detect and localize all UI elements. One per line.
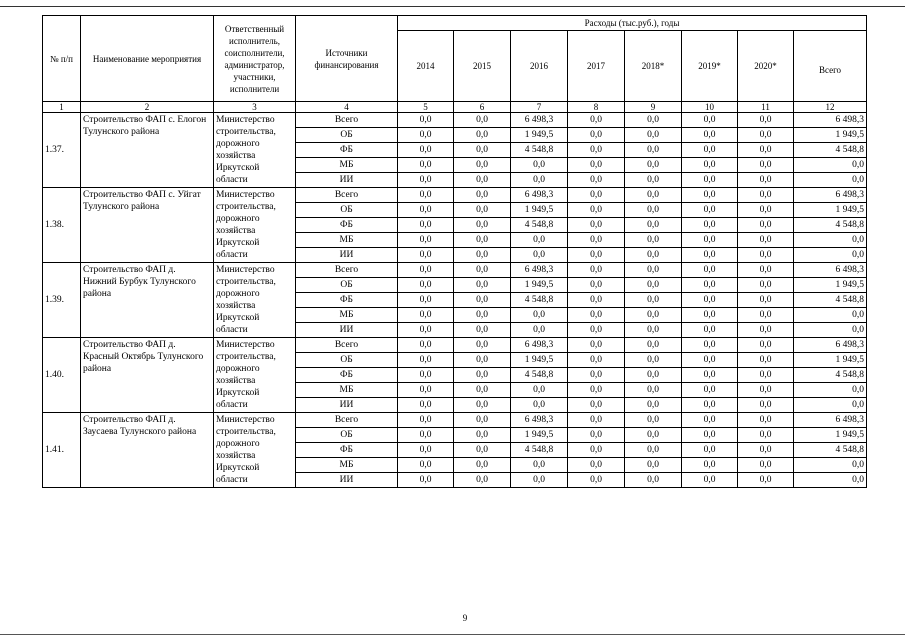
year-value: 0,0 xyxy=(398,383,454,398)
total-value: 0,0 xyxy=(794,473,867,488)
year-value: 0,0 xyxy=(398,368,454,383)
total-value: 0,0 xyxy=(794,308,867,323)
year-value: 0,0 xyxy=(682,233,738,248)
year-value: 0,0 xyxy=(738,398,794,413)
year-value: 0,0 xyxy=(682,368,738,383)
header-responsible: Ответственный исполнитель, соисполнители, администратор, участники, исполнители xyxy=(214,16,296,102)
year-value: 0,0 xyxy=(454,293,511,308)
year-value: 0,0 xyxy=(398,473,454,488)
total-value: 6 498,3 xyxy=(794,113,867,128)
funding-source: ИИ xyxy=(296,323,398,338)
year-value: 6 498,3 xyxy=(511,188,568,203)
index-cell: 4 xyxy=(296,102,398,113)
year-value: 0,0 xyxy=(625,158,682,173)
responsible-executor: Министерство строительства, дорожного хозяйства Иркутской области xyxy=(214,413,296,488)
year-value: 0,0 xyxy=(738,263,794,278)
total-value: 4 548,8 xyxy=(794,143,867,158)
total-value: 4 548,8 xyxy=(794,218,867,233)
year-value: 0,0 xyxy=(568,368,625,383)
responsible-executor: Министерство строительства, дорожного хозяйства Иркутской области xyxy=(214,338,296,413)
year-value: 0,0 xyxy=(568,173,625,188)
year-value: 0,0 xyxy=(398,278,454,293)
funding-source: ОБ xyxy=(296,128,398,143)
year-value: 0,0 xyxy=(625,398,682,413)
funding-source: ИИ xyxy=(296,398,398,413)
year-value: 0,0 xyxy=(454,218,511,233)
year-value: 0,0 xyxy=(625,278,682,293)
year-value: 1 949,5 xyxy=(511,278,568,293)
year-value: 0,0 xyxy=(398,308,454,323)
year-value: 0,0 xyxy=(568,113,625,128)
year-value: 0,0 xyxy=(454,248,511,263)
item-number: 1.41. xyxy=(43,413,81,488)
year-value: 0,0 xyxy=(738,338,794,353)
total-value: 1 949,5 xyxy=(794,128,867,143)
index-cell: 10 xyxy=(682,102,738,113)
year-value: 0,0 xyxy=(738,128,794,143)
year-value: 0,0 xyxy=(454,173,511,188)
year-value: 0,0 xyxy=(738,113,794,128)
header-expenses: Расходы (тыс.руб.), годы xyxy=(398,16,867,31)
year-value: 0,0 xyxy=(625,203,682,218)
year-value: 0,0 xyxy=(454,353,511,368)
year-value: 0,0 xyxy=(568,383,625,398)
year-value: 6 498,3 xyxy=(511,113,568,128)
header-year: 2020* xyxy=(738,31,794,102)
year-value: 0,0 xyxy=(625,428,682,443)
scan-edge-bottom xyxy=(0,634,905,635)
year-value: 0,0 xyxy=(738,443,794,458)
year-value: 0,0 xyxy=(511,248,568,263)
year-value: 0,0 xyxy=(738,353,794,368)
index-cell: 8 xyxy=(568,102,625,113)
year-value: 0,0 xyxy=(398,173,454,188)
year-value: 0,0 xyxy=(398,428,454,443)
year-value: 0,0 xyxy=(682,188,738,203)
funding-source: Всего xyxy=(296,113,398,128)
item-number: 1.39. xyxy=(43,263,81,338)
activity-name: Строительство ФАП д. Красный Октябрь Тулунского района xyxy=(81,338,214,413)
year-value: 0,0 xyxy=(454,158,511,173)
year-value: 4 548,8 xyxy=(511,143,568,158)
year-value: 1 949,5 xyxy=(511,353,568,368)
year-value: 0,0 xyxy=(738,458,794,473)
year-value: 0,0 xyxy=(454,128,511,143)
year-value: 0,0 xyxy=(738,218,794,233)
year-value: 0,0 xyxy=(625,458,682,473)
year-value: 0,0 xyxy=(625,143,682,158)
year-value: 0,0 xyxy=(738,308,794,323)
year-value: 0,0 xyxy=(682,458,738,473)
funding-source: Всего xyxy=(296,263,398,278)
year-value: 0,0 xyxy=(454,233,511,248)
year-value: 0,0 xyxy=(568,263,625,278)
year-value: 0,0 xyxy=(568,143,625,158)
year-value: 0,0 xyxy=(625,308,682,323)
year-value: 0,0 xyxy=(454,143,511,158)
year-value: 0,0 xyxy=(511,308,568,323)
year-value: 1 949,5 xyxy=(511,203,568,218)
year-value: 0,0 xyxy=(568,413,625,428)
year-value: 0,0 xyxy=(511,383,568,398)
year-value: 1 949,5 xyxy=(511,128,568,143)
year-value: 0,0 xyxy=(454,383,511,398)
year-value: 0,0 xyxy=(682,128,738,143)
year-value: 0,0 xyxy=(625,173,682,188)
funding-source: ИИ xyxy=(296,248,398,263)
year-value: 4 548,8 xyxy=(511,218,568,233)
year-value: 0,0 xyxy=(738,188,794,203)
total-value: 0,0 xyxy=(794,323,867,338)
year-value: 0,0 xyxy=(398,248,454,263)
index-cell: 11 xyxy=(738,102,794,113)
year-value: 0,0 xyxy=(511,473,568,488)
responsible-executor: Министерство строительства, дорожного хозяйства Иркутской области xyxy=(214,113,296,188)
funding-source: ФБ xyxy=(296,293,398,308)
year-value: 0,0 xyxy=(682,173,738,188)
funding-source: МБ xyxy=(296,383,398,398)
year-value: 0,0 xyxy=(625,338,682,353)
year-value: 0,0 xyxy=(738,278,794,293)
funding-source: ОБ xyxy=(296,278,398,293)
year-value: 0,0 xyxy=(568,248,625,263)
year-value: 0,0 xyxy=(568,473,625,488)
total-value: 0,0 xyxy=(794,233,867,248)
year-value: 0,0 xyxy=(568,218,625,233)
year-value: 0,0 xyxy=(398,263,454,278)
total-value: 1 949,5 xyxy=(794,203,867,218)
year-value: 0,0 xyxy=(682,413,738,428)
table-row xyxy=(43,113,867,128)
year-value: 0,0 xyxy=(398,323,454,338)
year-value: 0,0 xyxy=(625,383,682,398)
total-value: 6 498,3 xyxy=(794,413,867,428)
year-value: 0,0 xyxy=(682,398,738,413)
year-value: 0,0 xyxy=(454,203,511,218)
year-value: 0,0 xyxy=(682,293,738,308)
year-value: 0,0 xyxy=(738,323,794,338)
year-value: 0,0 xyxy=(738,428,794,443)
year-value: 0,0 xyxy=(568,293,625,308)
total-value: 0,0 xyxy=(794,248,867,263)
year-value: 0,0 xyxy=(568,458,625,473)
year-value: 6 498,3 xyxy=(511,413,568,428)
page-number: 9 xyxy=(462,613,468,623)
year-value: 0,0 xyxy=(682,248,738,263)
year-value: 0,0 xyxy=(625,188,682,203)
header-num: № п/п xyxy=(43,16,81,102)
header-sources: Источники финансирования xyxy=(296,16,398,102)
total-value: 6 498,3 xyxy=(794,188,867,203)
year-value: 0,0 xyxy=(568,338,625,353)
year-value: 0,0 xyxy=(454,428,511,443)
year-value: 0,0 xyxy=(398,443,454,458)
index-cell: 9 xyxy=(625,102,682,113)
header-year: 2018* xyxy=(625,31,682,102)
year-value: 6 498,3 xyxy=(511,263,568,278)
year-value: 0,0 xyxy=(398,398,454,413)
year-value: 4 548,8 xyxy=(511,368,568,383)
year-value: 0,0 xyxy=(454,473,511,488)
table-row xyxy=(43,338,867,353)
year-value: 0,0 xyxy=(454,263,511,278)
funding-source: ФБ xyxy=(296,143,398,158)
year-value: 0,0 xyxy=(511,323,568,338)
year-value: 0,0 xyxy=(454,443,511,458)
header-year: 2015 xyxy=(454,31,511,102)
year-value: 0,0 xyxy=(398,353,454,368)
funding-source: ФБ xyxy=(296,218,398,233)
total-value: 6 498,3 xyxy=(794,338,867,353)
expenses-table xyxy=(42,15,867,488)
year-value: 0,0 xyxy=(568,323,625,338)
total-value: 0,0 xyxy=(794,383,867,398)
year-value: 0,0 xyxy=(625,473,682,488)
year-value: 0,0 xyxy=(568,443,625,458)
index-cell: 3 xyxy=(214,102,296,113)
year-value: 0,0 xyxy=(625,218,682,233)
year-value: 0,0 xyxy=(738,203,794,218)
year-value: 0,0 xyxy=(738,143,794,158)
year-value: 4 548,8 xyxy=(511,293,568,308)
year-value: 0,0 xyxy=(568,353,625,368)
year-value: 0,0 xyxy=(454,368,511,383)
year-value: 0,0 xyxy=(682,203,738,218)
index-cell: 7 xyxy=(511,102,568,113)
funding-source: ОБ xyxy=(296,353,398,368)
year-value: 0,0 xyxy=(398,188,454,203)
year-value: 0,0 xyxy=(682,143,738,158)
year-value: 0,0 xyxy=(682,323,738,338)
item-number: 1.37. xyxy=(43,113,81,188)
header-year: 2019* xyxy=(682,31,738,102)
year-value: 0,0 xyxy=(568,128,625,143)
year-value: 0,0 xyxy=(682,278,738,293)
year-value: 0,0 xyxy=(682,383,738,398)
year-value: 0,0 xyxy=(454,278,511,293)
year-value: 0,0 xyxy=(398,203,454,218)
year-value: 0,0 xyxy=(738,233,794,248)
year-value: 0,0 xyxy=(738,413,794,428)
total-value: 6 498,3 xyxy=(794,263,867,278)
year-value: 0,0 xyxy=(454,413,511,428)
index-cell: 1 xyxy=(43,102,81,113)
total-value: 0,0 xyxy=(794,173,867,188)
year-value: 0,0 xyxy=(454,398,511,413)
year-value: 0,0 xyxy=(454,323,511,338)
year-value: 0,0 xyxy=(398,158,454,173)
year-value: 0,0 xyxy=(454,338,511,353)
year-value: 0,0 xyxy=(454,188,511,203)
year-value: 0,0 xyxy=(738,383,794,398)
year-value: 0,0 xyxy=(625,443,682,458)
header-year: 2014 xyxy=(398,31,454,102)
year-value: 0,0 xyxy=(398,218,454,233)
year-value: 0,0 xyxy=(568,158,625,173)
year-value: 0,0 xyxy=(454,458,511,473)
year-value: 0,0 xyxy=(682,158,738,173)
year-value: 0,0 xyxy=(682,428,738,443)
responsible-executor: Министерство строительства, дорожного хозяйства Иркутской области xyxy=(214,263,296,338)
year-value: 0,0 xyxy=(398,113,454,128)
year-value: 0,0 xyxy=(625,368,682,383)
year-value: 0,0 xyxy=(511,398,568,413)
index-cell: 5 xyxy=(398,102,454,113)
year-value: 0,0 xyxy=(454,308,511,323)
total-value: 0,0 xyxy=(794,158,867,173)
year-value: 0,0 xyxy=(568,203,625,218)
index-cell: 12 xyxy=(794,102,867,113)
year-value: 0,0 xyxy=(398,413,454,428)
total-value: 4 548,8 xyxy=(794,368,867,383)
year-value: 0,0 xyxy=(625,128,682,143)
total-value: 1 949,5 xyxy=(794,428,867,443)
year-value: 1 949,5 xyxy=(511,428,568,443)
year-value: 0,0 xyxy=(682,263,738,278)
year-value: 0,0 xyxy=(511,458,568,473)
table-row xyxy=(43,413,867,428)
funding-source: Всего xyxy=(296,188,398,203)
funding-source: МБ xyxy=(296,158,398,173)
total-value: 4 548,8 xyxy=(794,293,867,308)
funding-source: МБ xyxy=(296,308,398,323)
year-value: 0,0 xyxy=(682,113,738,128)
year-value: 0,0 xyxy=(625,113,682,128)
year-value: 0,0 xyxy=(682,218,738,233)
responsible-executor: Министерство строительства, дорожного хозяйства Иркутской области xyxy=(214,188,296,263)
year-value: 4 548,8 xyxy=(511,443,568,458)
year-value: 0,0 xyxy=(738,368,794,383)
year-value: 0,0 xyxy=(738,293,794,308)
year-value: 0,0 xyxy=(398,143,454,158)
funding-source: МБ xyxy=(296,458,398,473)
funding-source: ФБ xyxy=(296,368,398,383)
year-value: 0,0 xyxy=(398,338,454,353)
total-value: 0,0 xyxy=(794,458,867,473)
index-cell: 6 xyxy=(454,102,511,113)
year-value: 0,0 xyxy=(568,428,625,443)
total-value: 4 548,8 xyxy=(794,443,867,458)
header-year: 2017 xyxy=(568,31,625,102)
year-value: 0,0 xyxy=(625,413,682,428)
year-value: 0,0 xyxy=(738,158,794,173)
year-value: 0,0 xyxy=(454,113,511,128)
funding-source: Всего xyxy=(296,338,398,353)
table-row xyxy=(43,263,867,278)
funding-source: ИИ xyxy=(296,173,398,188)
year-value: 0,0 xyxy=(625,248,682,263)
year-value: 0,0 xyxy=(398,128,454,143)
year-value: 0,0 xyxy=(398,233,454,248)
year-value: 0,0 xyxy=(738,473,794,488)
funding-source: ИИ xyxy=(296,473,398,488)
funding-source: ФБ xyxy=(296,443,398,458)
funding-source: МБ xyxy=(296,233,398,248)
year-value: 0,0 xyxy=(568,308,625,323)
funding-source: ОБ xyxy=(296,203,398,218)
table-row xyxy=(43,188,867,203)
year-value: 0,0 xyxy=(738,173,794,188)
year-value: 0,0 xyxy=(682,443,738,458)
activity-name: Строительство ФАП с. Елогон Тулунского района xyxy=(81,113,214,188)
header-name: Наименование мероприятия xyxy=(81,16,214,102)
year-value: 0,0 xyxy=(625,353,682,368)
total-value: 1 949,5 xyxy=(794,278,867,293)
year-value: 0,0 xyxy=(682,338,738,353)
funding-source: Всего xyxy=(296,413,398,428)
funding-source: ОБ xyxy=(296,428,398,443)
year-value: 0,0 xyxy=(738,248,794,263)
header-year: 2016 xyxy=(511,31,568,102)
year-value: 0,0 xyxy=(511,233,568,248)
total-value: 0,0 xyxy=(794,398,867,413)
year-value: 0,0 xyxy=(511,158,568,173)
year-value: 0,0 xyxy=(682,353,738,368)
year-value: 0,0 xyxy=(568,233,625,248)
item-number: 1.40. xyxy=(43,338,81,413)
header-total: Всего xyxy=(794,31,867,102)
item-number: 1.38. xyxy=(43,188,81,263)
year-value: 0,0 xyxy=(398,293,454,308)
year-value: 0,0 xyxy=(398,458,454,473)
year-value: 6 498,3 xyxy=(511,338,568,353)
activity-name: Строительство ФАП с. Уйгат Тулунского района xyxy=(81,188,214,263)
year-value: 0,0 xyxy=(682,473,738,488)
index-cell: 2 xyxy=(81,102,214,113)
total-value: 1 949,5 xyxy=(794,353,867,368)
year-value: 0,0 xyxy=(625,263,682,278)
scan-edge-top xyxy=(0,6,905,7)
year-value: 0,0 xyxy=(568,398,625,413)
year-value: 0,0 xyxy=(682,308,738,323)
year-value: 0,0 xyxy=(568,278,625,293)
year-value: 0,0 xyxy=(625,293,682,308)
year-value: 0,0 xyxy=(568,188,625,203)
year-value: 0,0 xyxy=(625,323,682,338)
year-value: 0,0 xyxy=(511,173,568,188)
activity-name: Строительство ФАП д. Нижний Бурбук Тулунского района xyxy=(81,263,214,338)
year-value: 0,0 xyxy=(625,233,682,248)
activity-name: Строительство ФАП д. Заусаева Тулунского района xyxy=(81,413,214,488)
